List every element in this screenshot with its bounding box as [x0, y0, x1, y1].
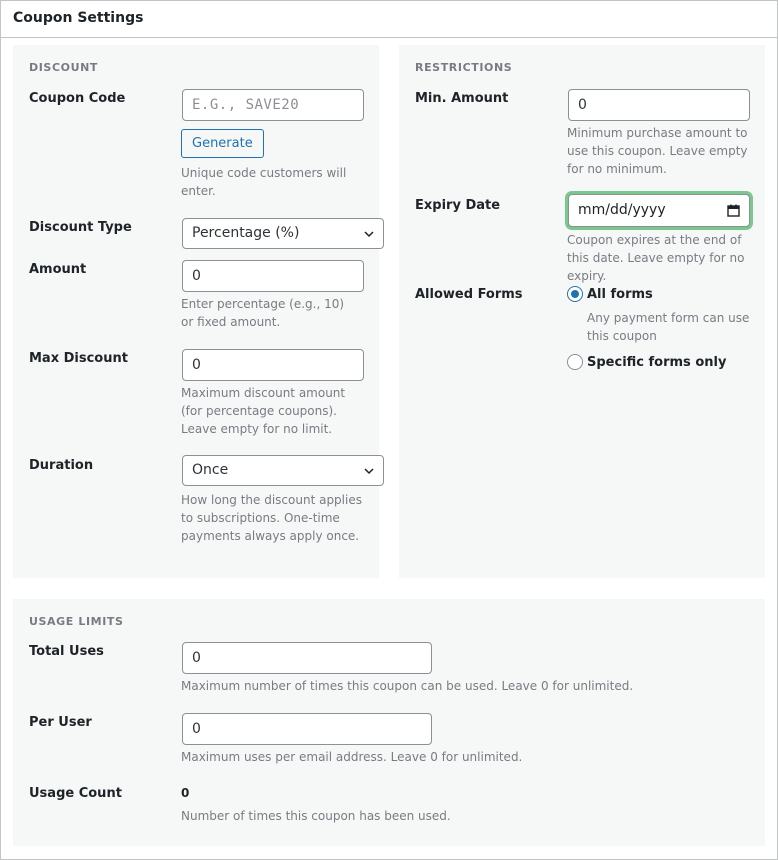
max-discount-input[interactable]: 0 [182, 349, 364, 381]
specific-forms-label[interactable]: Specific forms only [587, 355, 727, 370]
duration-select[interactable] [182, 455, 384, 486]
calendar-icon[interactable] [727, 204, 740, 217]
chevron-down-icon [363, 228, 375, 240]
discount-section [13, 45, 379, 578]
specific-forms-radio[interactable] [567, 354, 583, 370]
per-user-input[interactable]: 0 [182, 713, 432, 745]
max-discount-help: Maximum discount amount (for percentage coupons). Leave empty for no limit. [181, 386, 346, 436]
usage-count-value: 0 [181, 786, 190, 800]
expiry-date-help: Coupon expires at the end of this date. Leave empty for no expiry. [567, 233, 745, 283]
expiry-date-value: mm/dd/yyyy [578, 202, 666, 218]
all-forms-radio[interactable] [567, 286, 583, 302]
total-uses-label: Total Uses [29, 644, 104, 659]
total-uses-input[interactable]: 0 [182, 642, 432, 674]
expiry-date-input[interactable] [568, 194, 750, 227]
min-amount-help: Minimum purchase amount to use this coupon. Leave empty for no minimum. [567, 126, 748, 176]
panel-header [1, 1, 777, 38]
duration-value: Once [192, 462, 229, 478]
allowed-forms-label: Allowed Forms [415, 287, 523, 302]
max-discount-label: Max Discount [29, 351, 128, 366]
usage-count-label: Usage Count [29, 786, 122, 801]
coupon-code-label: Coupon Code [29, 91, 126, 106]
amount-input[interactable]: 0 [182, 260, 364, 292]
duration-label: Duration [29, 458, 94, 473]
generate-button[interactable]: Generate [181, 129, 264, 158]
discount-section-title: DISCOUNT [29, 61, 99, 74]
restrictions-section-title: RESTRICTIONS [415, 61, 513, 74]
per-user-help: Maximum uses per email address. Leave 0 for unlimited. [181, 750, 523, 764]
discount-type-select[interactable] [182, 218, 384, 249]
all-forms-label[interactable]: All forms [587, 287, 653, 302]
panel-title: Coupon Settings [13, 10, 144, 26]
amount-help: Enter percentage (e.g., 10) or fixed amount. [181, 297, 345, 329]
chevron-down-icon [363, 465, 375, 477]
expiry-date-label: Expiry Date [415, 198, 501, 213]
usage-limits-section [13, 599, 765, 846]
all-forms-help: Any payment form can use this coupon [587, 311, 750, 343]
usage-count-help: Number of times this coupon has been used. [181, 809, 451, 823]
amount-label: Amount [29, 262, 87, 277]
restrictions-section [399, 45, 765, 578]
coupon-code-input[interactable]: E.G., SAVE20 [182, 89, 364, 121]
per-user-label: Per User [29, 715, 92, 730]
discount-type-value: Percentage (%) [192, 225, 300, 241]
coupon-code-help: Unique code customers will enter. [181, 166, 347, 198]
min-amount-input[interactable]: 0 [568, 89, 750, 121]
usage-limits-section-title: USAGE LIMITS [29, 615, 124, 628]
min-amount-label: Min. Amount [415, 91, 509, 106]
discount-type-label: Discount Type [29, 220, 132, 235]
total-uses-help: Maximum number of times this coupon can be used. Leave 0 for unlimited. [181, 679, 634, 693]
duration-help: How long the discount applies to subscriptions. One-time payments always apply once. [181, 493, 362, 543]
